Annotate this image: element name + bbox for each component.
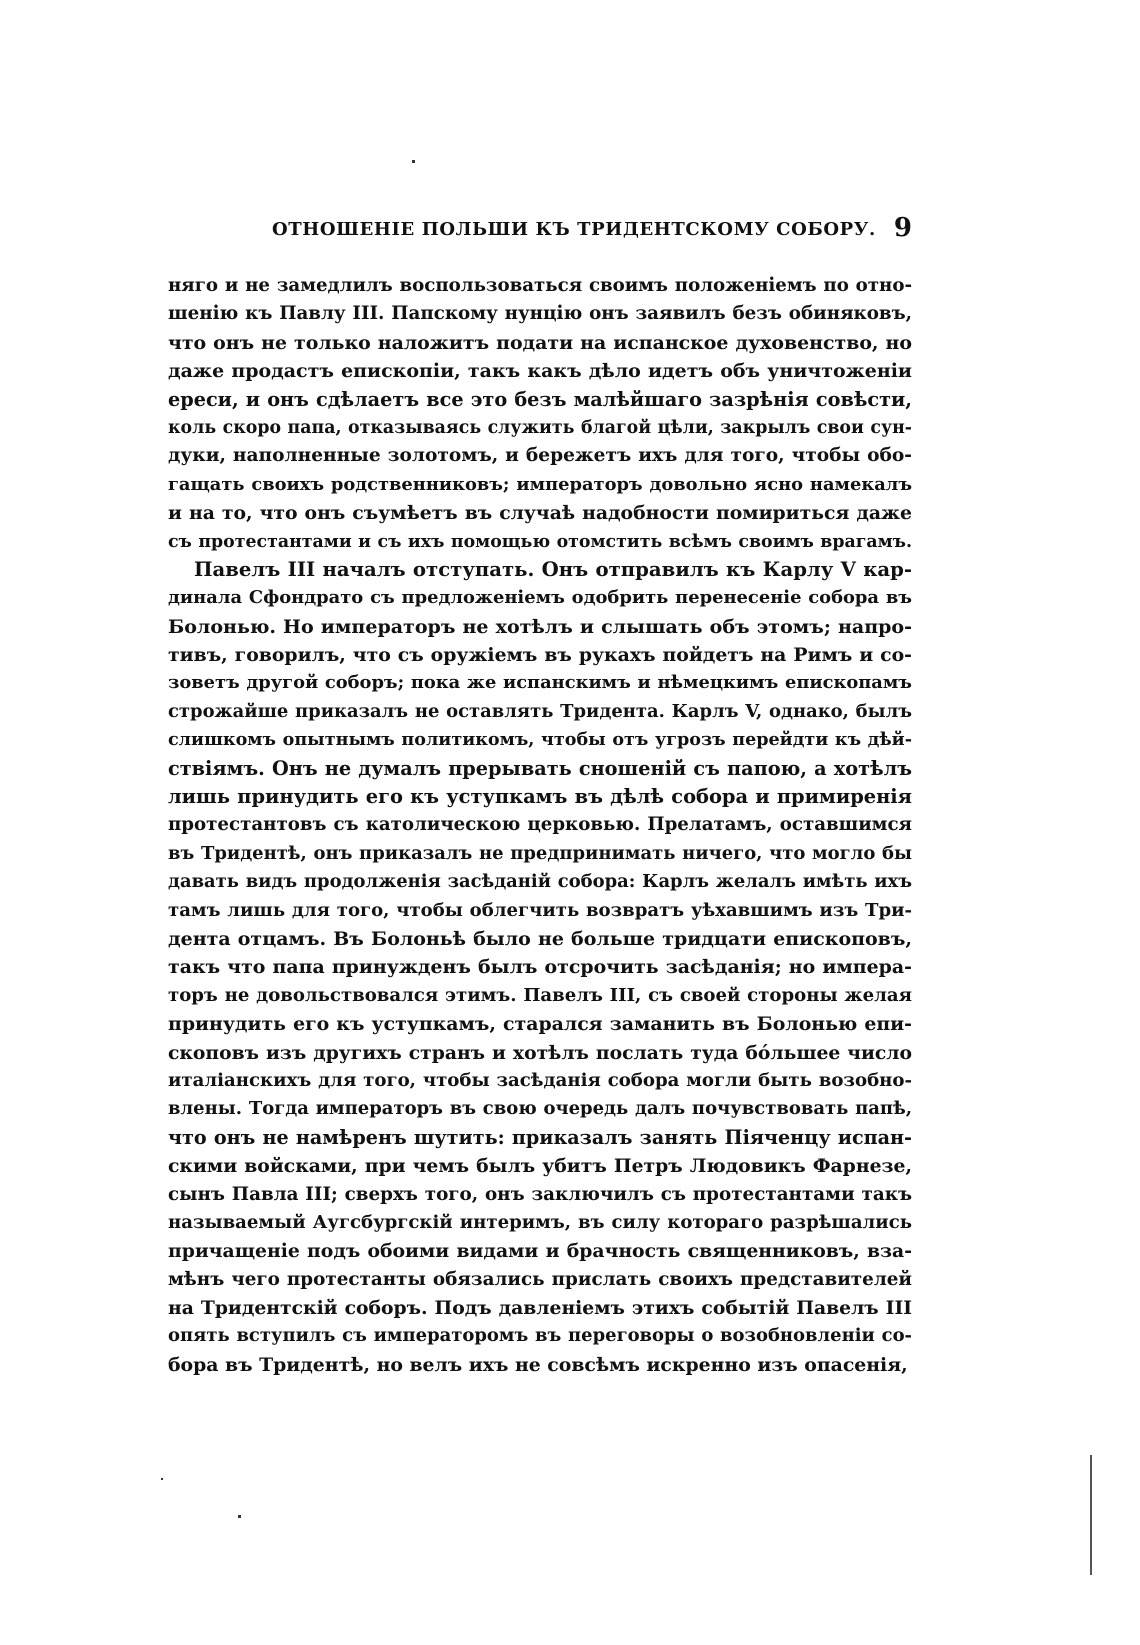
text-line: опять вступилъ съ императоромъ въ переговоры о возобновленіи со-	[168, 1325, 912, 1347]
text-line: мѣнъ чего протестанты обязались прислать своихъ представителей	[168, 1268, 912, 1290]
text-line: ствіямъ. Онъ не думалъ прерывать сношеній съ папою, а хотѣлъ	[168, 756, 912, 780]
text-line: скоповъ изъ другихъ странъ и хотѣлъ послать туда бо́льшее число	[168, 1041, 912, 1064]
text-line: дента отцамъ. Въ Болоньѣ было не больше тридцати епископовъ,	[168, 927, 912, 950]
page-header	[272, 213, 912, 247]
scan-speck	[238, 1515, 241, 1518]
running-head: ОТНОШЕНІЕ ПОЛЬШИ КЪ ТРИДЕНТСКОМУ СОБОРУ.	[272, 219, 876, 240]
text-line: зоветъ другой соборъ; пока же испанскимъ и нѣмецкимъ епископамъ	[168, 672, 912, 694]
text-line: торъ не довольствовался этимъ. Павелъ III, съ своей стороны желая	[168, 984, 912, 1006]
text-line: влены. Тогда императоръ въ свою очередь далъ почувствовать папѣ,	[168, 1098, 912, 1120]
text-line: такъ что папа принужденъ былъ отсрочить засѣданія; но импера-	[168, 956, 912, 979]
text-line: тамъ лишь для того, чтобы облегчить возвратъ уѣхавшимъ изъ Три-	[168, 899, 912, 921]
text-line: протестантовъ съ католическою церковью. Прелатамъ, оставшимся	[168, 814, 912, 836]
text-line: гащать своихъ родственниковъ; императоръ довольно ясно намекалъ	[168, 473, 912, 495]
text-line: ереси, и онъ сдѣлаетъ все это безъ малѣйшаго зазрѣнія совѣсти,	[168, 387, 912, 411]
text-line: коль скоро папа, отказываясь служить благой цѣли, закрылъ свои сун-	[168, 417, 912, 438]
text-line: сынъ Павла III; сверхъ того, онъ заключилъ съ протестантами такъ	[168, 1183, 912, 1205]
text-line: Болонью. Но императоръ не хотѣлъ и слышать объ этомъ; напро-	[168, 615, 912, 638]
text-line: лишь принудить его къ уступкамъ въ дѣлѣ собора и примиренія	[168, 785, 912, 809]
text-line: италіанскихъ для того, чтобы засѣданія собора могли быть возобно-	[168, 1069, 912, 1091]
scan-speck	[161, 1478, 163, 1480]
text-line: причащеніе подъ обоими видами и брачность священниковъ, вза-	[168, 1240, 912, 1263]
page-number: 9	[893, 213, 912, 243]
text-line: строжайше приказалъ не оставлять Тридента. Карлъ V, однако, былъ	[168, 700, 912, 722]
text-line: тивъ, говорилъ, что съ оружіемъ въ рукахъ пойдетъ на Римъ и со-	[168, 644, 912, 667]
text-line: дуки, наполненные золотомъ, и бережетъ ихъ для того, чтобы обо-	[168, 445, 912, 467]
text-line: скими войсками, при чемъ былъ убитъ Петръ Людовикъ Фарнезе,	[168, 1155, 912, 1178]
text-line: и на то, что онъ съумѣетъ въ случаѣ надобности помириться даже	[168, 502, 912, 525]
scan-speck	[412, 160, 415, 163]
text-line: въ Тридентѣ, онъ приказалъ не предпринимать ничего, что могло бы	[168, 842, 912, 864]
text-line: даже продастъ епископіи, такъ какъ дѣло идетъ объ уничтоженіи	[168, 360, 912, 383]
text-line: динала Сфондрато съ предложеніемъ одобрить перенесеніе собора въ	[168, 587, 912, 609]
scan-edge-mark	[1090, 1455, 1092, 1575]
text-line: что онъ не намѣренъ шутить: приказалъ занять Піяченцу испан-	[168, 1125, 912, 1149]
paragraph-start-line: Павелъ III началъ отступать. Онъ отправилъ къ Карлу V кар-	[194, 557, 912, 581]
body-text	[168, 272, 912, 1379]
text-line: бора въ Тридентѣ, но велъ ихъ не совсѣмъ искренно изъ опасенія,	[168, 1353, 908, 1376]
text-line: давать видъ продолженія засѣданій собора: Карлъ желалъ имѣть ихъ	[168, 871, 912, 893]
text-line: няго и не замедлилъ воспользоваться своимъ положеніемъ по отно-	[168, 275, 912, 296]
text-line: съ протестантами и съ ихъ помощью отомстить всѣмъ своимъ врагамъ.	[168, 531, 912, 552]
text-line: принудить его къ уступкамъ, старался заманить въ Болонью епи-	[168, 1013, 912, 1036]
text-line: слишкомъ опытнымъ политикомъ, чтобы отъ угрозъ перейдти къ дѣй-	[168, 730, 912, 751]
text-line: называемый Аугсбургскій интеримъ, въ силу котораго разрѣшались	[168, 1211, 912, 1233]
text-line: шенію къ Павлу III. Папскому нунцію онъ заявилъ безъ обиняковъ,	[168, 303, 912, 325]
text-line: что онъ не только наложитъ подати на испанское духовенство, но	[168, 331, 912, 354]
text-line: на Тридентскій соборъ. Подъ давленіемъ этихъ событій Павелъ III	[168, 1297, 912, 1320]
